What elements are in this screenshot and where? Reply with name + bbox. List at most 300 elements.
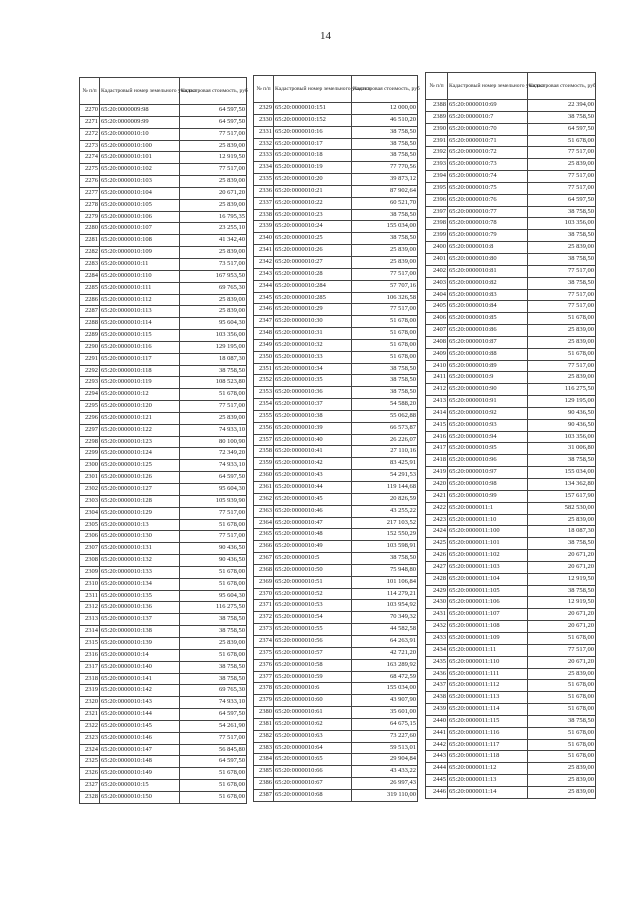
row-number: 2300 [80, 460, 100, 472]
row-number: 2321 [80, 709, 100, 721]
table-row [80, 223, 247, 235]
row-number: 2359 [254, 458, 274, 470]
cadastral-cost: 77 517,00 [180, 531, 247, 543]
row-number: 2308 [80, 555, 100, 567]
cadastral-number: 65:20:0000010:129 [100, 507, 180, 519]
row-number: 2380 [254, 707, 274, 719]
cadastral-cost: 51 678,00 [528, 692, 596, 704]
cadastral-cost: 69 765,30 [180, 282, 247, 294]
cadastral-cost: 77 517,00 [180, 401, 247, 413]
cadastral-number: 65:20:0000010:137 [100, 614, 180, 626]
row-number: 2383 [254, 742, 274, 754]
cadastral-number: 65:20:0000010:152 [274, 114, 352, 126]
row-number: 2413 [426, 396, 448, 408]
table-row [426, 609, 596, 621]
table-row [80, 199, 247, 211]
table-row [80, 566, 247, 578]
cadastral-number: 65:20:0000010:47 [274, 517, 352, 529]
table-row [426, 550, 596, 562]
row-number: 2355 [254, 410, 274, 422]
header-cadastral-number: Кадастровый номер земельного участка [100, 78, 180, 105]
cadastral-number: 65:20:0000011:109 [448, 632, 528, 644]
cadastral-number: 65:20:0000010:83 [448, 289, 528, 301]
cadastral-number: 65:20:0000011:117 [448, 739, 528, 751]
row-number: 2310 [80, 578, 100, 590]
table-row [254, 197, 418, 209]
cadastral-cost: 83 425,91 [352, 458, 418, 470]
cadastral-number: 65:20:0000010:92 [448, 407, 528, 419]
table-row [80, 531, 247, 543]
row-number: 2404 [426, 289, 448, 301]
cadastral-cost: 582 530,00 [528, 502, 596, 514]
table-row [254, 766, 418, 778]
table-row [254, 162, 418, 174]
cadastral-number: 65:20:0000010:78 [448, 218, 528, 230]
table-row [254, 730, 418, 742]
cadastral-number: 65:20:0000011:14 [448, 786, 528, 798]
row-number: 2427 [426, 561, 448, 573]
cadastral-number: 65:20:0000010:111 [100, 282, 180, 294]
cadastral-number: 65:20:0000010:96 [448, 455, 528, 467]
table-row [426, 597, 596, 609]
table-row [426, 336, 596, 348]
cadastral-cost: 77 517,00 [528, 182, 596, 194]
cadastral-cost: 38 758,50 [352, 387, 418, 399]
row-number: 2445 [426, 775, 448, 787]
cadastral-cost: 38 758,50 [528, 230, 596, 242]
table-row [254, 612, 418, 624]
row-number: 2410 [426, 360, 448, 372]
cadastral-number: 65:20:0000010:130 [100, 531, 180, 543]
row-number: 2302 [80, 484, 100, 496]
cadastral-number: 65:20:0000010:30 [274, 316, 352, 328]
cadastral-number: 65:20:0000011:114 [448, 704, 528, 716]
row-number: 2285 [80, 282, 100, 294]
cadastral-number: 65:20:0000010:14 [100, 649, 180, 661]
cadastral-cost: 105 939,90 [180, 495, 247, 507]
table-row [426, 277, 596, 289]
cadastral-cost: 74 933,10 [180, 460, 247, 472]
cadastral-cost: 57 707,16 [352, 280, 418, 292]
cadastral-number: 65:20:0000010:66 [274, 766, 352, 778]
cadastral-cost: 51 678,00 [180, 519, 247, 531]
row-number: 2328 [80, 791, 100, 803]
table-row [426, 514, 596, 526]
cadastral-number: 65:20:0000010:17 [274, 138, 352, 150]
cadastral-cost: 38 758,50 [352, 233, 418, 245]
cadastral-number: 65:20:0000010:125 [100, 460, 180, 472]
table-row [80, 744, 247, 756]
cadastral-cost: 95 604,30 [180, 318, 247, 330]
row-number: 2442 [426, 739, 448, 751]
row-number: 2314 [80, 626, 100, 638]
row-number: 2422 [426, 502, 448, 514]
cadastral-cost: 54 588,20 [352, 399, 418, 411]
table-row [80, 626, 247, 638]
cadastral-cost: 64 597,50 [528, 194, 596, 206]
cadastral-cost: 68 472,59 [352, 671, 418, 683]
cadastral-number: 65:20:0000010:150 [100, 791, 180, 803]
table-row [426, 348, 596, 360]
cadastral-number: 65:20:0000010:75 [448, 182, 528, 194]
cadastral-number: 65:20:0000010:61 [274, 707, 352, 719]
row-number: 2435 [426, 656, 448, 668]
table-row [80, 424, 247, 436]
cadastral-cost: 64 597,50 [528, 123, 596, 135]
cadastral-cost: 95 604,30 [180, 484, 247, 496]
table-row [426, 632, 596, 644]
cadastral-number: 65:20:0000010:11 [100, 258, 180, 270]
cadastral-cost: 51 678,00 [352, 339, 418, 351]
cadastral-number: 65:20:0000010:132 [100, 555, 180, 567]
row-number: 2286 [80, 294, 100, 306]
cadastral-number: 65:20:0000011:111 [448, 668, 528, 680]
cadastral-number: 65:20:0000010:147 [100, 744, 180, 756]
table-row [426, 763, 596, 775]
table-row [80, 436, 247, 448]
table-row [80, 211, 247, 223]
cadastral-number: 65:20:0000011:113 [448, 692, 528, 704]
cadastral-number: 65:20:0000010:105 [100, 199, 180, 211]
cadastral-number: 65:20:0000010:131 [100, 543, 180, 555]
table-row [254, 328, 418, 340]
row-number: 2419 [426, 467, 448, 479]
cadastral-number: 65:20:0000010:33 [274, 351, 352, 363]
cadastral-number: 65:20:0000010:57 [274, 647, 352, 659]
cadastral-cost: 38 758,50 [180, 614, 247, 626]
row-number: 2399 [426, 230, 448, 242]
row-number: 2331 [254, 126, 274, 138]
cadastral-cost: 51 678,00 [352, 351, 418, 363]
table-row [426, 289, 596, 301]
cadastral-number: 65:20:0000010:90 [448, 384, 528, 396]
table-row [80, 519, 247, 531]
row-number: 2421 [426, 490, 448, 502]
table-row [254, 754, 418, 766]
row-number: 2282 [80, 247, 100, 259]
cadastral-cost: 74 933,10 [180, 424, 247, 436]
table-row [80, 164, 247, 176]
table-row [80, 578, 247, 590]
table-row [426, 431, 596, 443]
table-row [80, 365, 247, 377]
cadastral-number: 65:20:0000010:73 [448, 159, 528, 171]
table-row [426, 668, 596, 680]
cadastral-cost: 77 517,00 [180, 128, 247, 140]
row-number: 2330 [254, 114, 274, 126]
cadastral-cost: 43 255,22 [352, 505, 418, 517]
cadastral-number: 65:20:0000010:89 [448, 360, 528, 372]
cadastral-number: 65:20:0000010:138 [100, 626, 180, 638]
cadastral-number: 65:20:0000010:51 [274, 576, 352, 588]
cadastral-cost: 16 795,35 [180, 211, 247, 223]
cadastral-cost: 25 839,00 [528, 242, 596, 254]
row-number: 2415 [426, 419, 448, 431]
cadastral-cost: 60 521,70 [352, 197, 418, 209]
cadastral-number: 65:20:0000010:108 [100, 235, 180, 247]
cadastral-number: 65:20:0000010:71 [448, 135, 528, 147]
row-number: 2278 [80, 199, 100, 211]
cadastral-number: 65:20:0000010:39 [274, 422, 352, 434]
cadastral-cost: 25 839,00 [352, 245, 418, 257]
cadastral-cost: 51 678,00 [528, 727, 596, 739]
cadastral-number: 65:20:0000010:82 [448, 277, 528, 289]
cadastral-number: 65:20:0000011:1 [448, 502, 528, 514]
cadastral-number: 65:20:0000010:16 [274, 126, 352, 138]
row-number: 2372 [254, 612, 274, 624]
row-number: 2393 [426, 159, 448, 171]
table-row [426, 147, 596, 159]
cadastral-number: 65:20:0000010:59 [274, 671, 352, 683]
table-row [80, 732, 247, 744]
row-number: 2358 [254, 446, 274, 458]
cadastral-number: 65:20:0000010:79 [448, 230, 528, 242]
row-number: 2297 [80, 424, 100, 436]
cadastral-cost: 116 275,50 [528, 384, 596, 396]
cadastral-cost: 90 436,50 [528, 407, 596, 419]
table-row [426, 727, 596, 739]
cadastral-number: 65:20:0000010:6 [274, 683, 352, 695]
cadastral-number: 65:20:0000010:52 [274, 588, 352, 600]
cadastral-table-right [425, 72, 596, 799]
row-number: 2329 [254, 103, 274, 115]
row-number: 2401 [426, 253, 448, 265]
table-row [254, 209, 418, 221]
cadastral-cost: 20 671,20 [528, 609, 596, 621]
row-number: 2306 [80, 531, 100, 543]
cadastral-cost: 25 839,00 [180, 176, 247, 188]
cadastral-cost: 31 006,80 [528, 443, 596, 455]
row-number: 2375 [254, 647, 274, 659]
row-number: 2317 [80, 661, 100, 673]
table-row [80, 448, 247, 460]
cadastral-cost: 51 678,00 [180, 649, 247, 661]
cadastral-cost: 51 678,00 [180, 566, 247, 578]
cadastral-number: 65:20:0000009:98 [100, 105, 180, 117]
cadastral-cost: 55 062,88 [352, 410, 418, 422]
cadastral-number: 65:20:0000010:65 [274, 754, 352, 766]
cadastral-number: 65:20:0000010:284 [274, 280, 352, 292]
cadastral-number: 65:20:0000011:104 [448, 573, 528, 585]
cadastral-number: 65:20:0000010:22 [274, 197, 352, 209]
row-number: 2379 [254, 695, 274, 707]
row-number: 2363 [254, 505, 274, 517]
table-row [426, 715, 596, 727]
row-number: 2407 [426, 325, 448, 337]
row-number: 2437 [426, 680, 448, 692]
table-row [426, 171, 596, 183]
cadastral-cost: 64 597,50 [180, 756, 247, 768]
cadastral-table-middle [253, 75, 418, 802]
cadastral-number: 65:20:0000010:104 [100, 187, 180, 199]
row-number: 2316 [80, 649, 100, 661]
cadastral-cost: 54 291,53 [352, 470, 418, 482]
cadastral-cost: 64 597,50 [180, 472, 247, 484]
cadastral-cost: 38 758,50 [180, 673, 247, 685]
table-row [80, 294, 247, 306]
row-number: 2345 [254, 292, 274, 304]
table-row [426, 159, 596, 171]
header-cadastral-number: Кадастровый номер земельного участка [274, 76, 352, 103]
cadastral-number: 65:20:0000010:26 [274, 245, 352, 257]
cadastral-number: 65:20:0000010:34 [274, 363, 352, 375]
cadastral-cost: 38 758,50 [528, 253, 596, 265]
cadastral-cost: 155 034,00 [352, 221, 418, 233]
cadastral-cost: 103 954,92 [352, 600, 418, 612]
cadastral-number: 65:20:0000010:53 [274, 600, 352, 612]
cadastral-number: 65:20:0000010:87 [448, 336, 528, 348]
cadastral-cost: 25 839,00 [528, 159, 596, 171]
row-number: 2351 [254, 363, 274, 375]
cadastral-cost: 25 839,00 [528, 325, 596, 337]
table-row [254, 256, 418, 268]
row-number: 2324 [80, 744, 100, 756]
cadastral-number: 65:20:0000011:10 [448, 514, 528, 526]
cadastral-number: 65:20:0000010:36 [274, 387, 352, 399]
cadastral-cost: 38 758,50 [180, 626, 247, 638]
table-row [254, 470, 418, 482]
cadastral-number: 65:20:0000010:21 [274, 185, 352, 197]
cadastral-number: 65:20:0000010:41 [274, 446, 352, 458]
table-row [254, 280, 418, 292]
cadastral-cost: 38 758,50 [352, 150, 418, 162]
cadastral-number: 65:20:0000010:95 [448, 443, 528, 455]
cadastral-number: 65:20:0000011:102 [448, 550, 528, 562]
header-number: № п/п [426, 73, 448, 100]
table-row [80, 140, 247, 152]
row-number: 2389 [426, 111, 448, 123]
cadastral-cost: 51 678,00 [352, 316, 418, 328]
table-row [426, 751, 596, 763]
row-number: 2322 [80, 720, 100, 732]
row-number: 2336 [254, 185, 274, 197]
cadastral-cost: 74 933,10 [180, 697, 247, 709]
cadastral-number: 65:20:0000011:12 [448, 763, 528, 775]
cadastral-number: 65:20:0000010:127 [100, 484, 180, 496]
table-row [254, 351, 418, 363]
cadastral-number: 65:20:0000010:64 [274, 742, 352, 754]
row-number: 2309 [80, 566, 100, 578]
cadastral-cost: 108 523,80 [180, 377, 247, 389]
table-row [254, 742, 418, 754]
row-number: 2376 [254, 659, 274, 671]
table-row [80, 543, 247, 555]
row-number: 2385 [254, 766, 274, 778]
cadastral-cost: 51 678,00 [528, 751, 596, 763]
cadastral-cost: 51 678,00 [528, 739, 596, 751]
cadastral-number: 65:20:0000010:35 [274, 375, 352, 387]
table-row [426, 538, 596, 550]
row-number: 2392 [426, 147, 448, 159]
cadastral-number: 65:20:0000011:103 [448, 561, 528, 573]
cadastral-number: 65:20:0000010:8 [448, 242, 528, 254]
cadastral-cost: 26 226,07 [352, 434, 418, 446]
cadastral-number: 65:20:0000010:28 [274, 268, 352, 280]
row-number: 2412 [426, 384, 448, 396]
cadastral-number: 65:20:0000010:107 [100, 223, 180, 235]
row-number: 2288 [80, 318, 100, 330]
cadastral-number: 65:20:0000010:119 [100, 377, 180, 389]
cadastral-cost: 25 839,00 [352, 256, 418, 268]
cadastral-number: 65:20:0000010:112 [100, 294, 180, 306]
cadastral-cost: 25 839,00 [180, 199, 247, 211]
row-number: 2350 [254, 351, 274, 363]
row-number: 2277 [80, 187, 100, 199]
cadastral-cost: 54 261,90 [180, 720, 247, 732]
row-number: 2275 [80, 164, 100, 176]
cadastral-cost: 75 948,80 [352, 564, 418, 576]
table-row [80, 602, 247, 614]
table-row [80, 791, 247, 803]
row-number: 2352 [254, 375, 274, 387]
cadastral-cost: 20 671,20 [528, 656, 596, 668]
table-row [426, 325, 596, 337]
row-number: 2337 [254, 197, 274, 209]
table-row [426, 573, 596, 585]
cadastral-cost: 38 758,50 [528, 585, 596, 597]
cadastral-number: 65:20:0000010:80 [448, 253, 528, 265]
row-number: 2371 [254, 600, 274, 612]
cadastral-cost: 103 356,00 [528, 218, 596, 230]
cadastral-cost: 38 758,50 [352, 553, 418, 565]
cadastral-cost: 77 517,00 [528, 360, 596, 372]
row-number: 2305 [80, 519, 100, 531]
cadastral-number: 65:20:0000010:100 [100, 140, 180, 152]
table-row [254, 517, 418, 529]
cadastral-cost: 152 550,29 [352, 529, 418, 541]
cadastral-number: 65:20:0000010:86 [448, 325, 528, 337]
table-row [426, 313, 596, 325]
cadastral-cost: 20 826,59 [352, 493, 418, 505]
row-number: 2424 [426, 526, 448, 538]
table-row [254, 126, 418, 138]
cadastral-cost: 38 758,50 [528, 538, 596, 550]
cadastral-number: 65:20:0000010:29 [274, 304, 352, 316]
cadastral-number: 65:20:0000010:18 [274, 150, 352, 162]
cadastral-cost: 25 839,00 [180, 247, 247, 259]
table-row [254, 695, 418, 707]
cadastral-cost: 51 678,00 [528, 313, 596, 325]
row-number: 2438 [426, 692, 448, 704]
row-number: 2377 [254, 671, 274, 683]
table-row [80, 105, 247, 117]
cadastral-number: 65:20:0000010:68 [274, 789, 352, 801]
row-number: 2365 [254, 529, 274, 541]
cadastral-cost: 77 517,00 [180, 164, 247, 176]
row-number: 2332 [254, 138, 274, 150]
cadastral-cost: 64 597,50 [180, 105, 247, 117]
cadastral-number: 65:20:0000010:116 [100, 341, 180, 353]
row-number: 2416 [426, 431, 448, 443]
cadastral-cost: 51 678,00 [180, 791, 247, 803]
row-number: 2292 [80, 365, 100, 377]
table-row [426, 680, 596, 692]
table-row [254, 564, 418, 576]
row-number: 2400 [426, 242, 448, 254]
cadastral-number: 65:20:0000010:69 [448, 100, 528, 112]
table-row [254, 588, 418, 600]
cadastral-cost: 51 678,00 [352, 328, 418, 340]
cadastral-number: 65:20:0000010:31 [274, 328, 352, 340]
table-row [254, 707, 418, 719]
row-number: 2405 [426, 301, 448, 313]
cadastral-cost: 95 604,30 [180, 590, 247, 602]
table-row [426, 265, 596, 277]
cadastral-cost: 103 356,00 [180, 330, 247, 342]
table-row [254, 434, 418, 446]
table-row [80, 685, 247, 697]
cadastral-cost: 101 106,84 [352, 576, 418, 588]
